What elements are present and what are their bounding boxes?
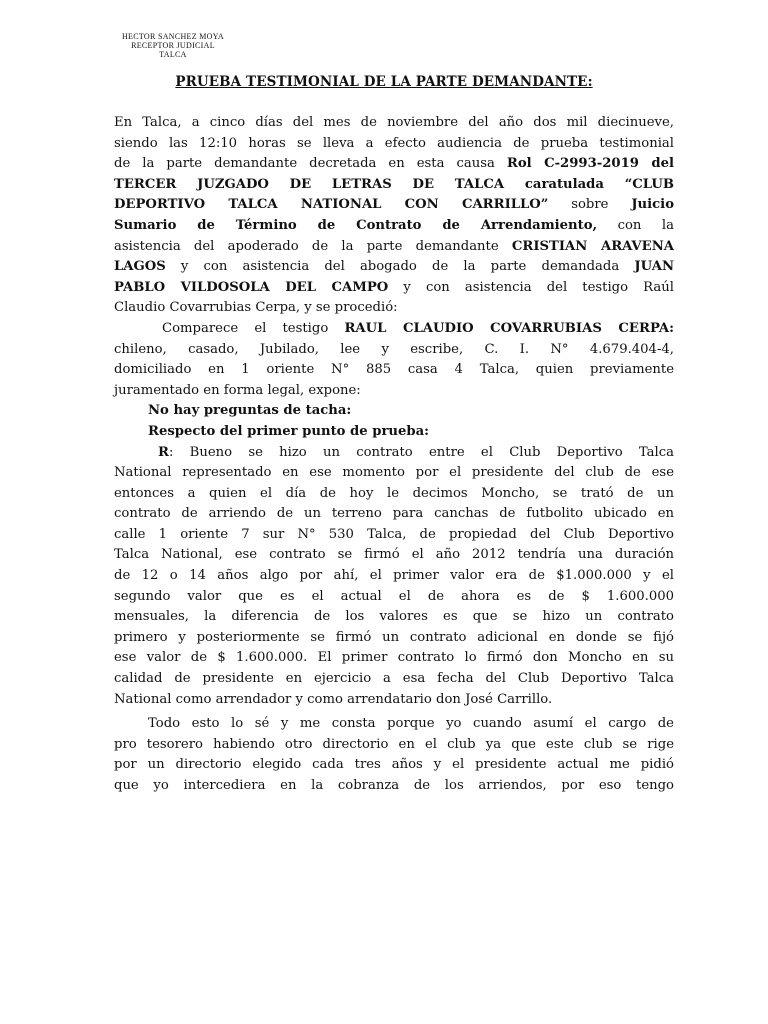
text-line: Sumario de Término de Contrato de Arrendamiento, con la <box>114 217 674 233</box>
text-line: juramentado en forma legal, expone: <box>114 382 361 398</box>
text-line: PABLO VILDOSOLA DEL CAMPO y con asistencia del testigo Raúl <box>114 279 674 295</box>
header-role: RECEPTOR JUDICIAL <box>131 41 215 50</box>
text-line: entonces a quien el día de hoy le decimos Moncho, se trató de un <box>114 485 674 501</box>
text-line: chileno, casado, Jubilado, lee y escribe, C. I. N° 4.679.404-4, <box>114 341 674 357</box>
text-line: Talca National, ese contrato se firmó el año 2012 tendría una duración <box>114 547 674 563</box>
text-line: LAGOS y con asistencia del abogado de la parte demandada JUAN <box>114 259 674 275</box>
text-line: TERCER JUZGADO DE LETRAS DE TALCA caratulada “CLUB <box>114 176 674 192</box>
text-line: primero y posteriormente se firmó un contrato adicional en donde se fijó <box>114 629 674 645</box>
text-line: National representado en ese momento por el presidente del club de ese <box>114 465 674 481</box>
document-body <box>114 113 674 797</box>
text-line: calidad de presidente en ejercicio a esa fecha del Club Deportivo Talca <box>114 671 674 687</box>
text-line: segundo valor que es el actual el de ahora es de $ 1.600.000 <box>114 588 674 604</box>
text-line: Comparece el testigo RAUL CLAUDIO COVARRUBIAS CERPA: <box>162 320 674 336</box>
header-city: TALCA <box>159 50 187 59</box>
text-line: de 12 o 14 años algo por ahí, el primer valor era de $1.000.000 y el <box>114 568 674 584</box>
text-line: National como arrendador y como arrendatario don José Carrillo. <box>114 691 553 707</box>
text-line: ese valor de $ 1.600.000. El primer contrato lo firmó don Moncho en su <box>114 650 674 666</box>
text-line: pro tesorero habiendo otro directorio en el club ya que este club se rige <box>114 736 674 752</box>
text-line: R: Bueno se hizo un contrato entre el Club Deportivo Talca <box>158 444 674 460</box>
text-line: domiciliado en 1 oriente N° 885 casa 4 Talca, quien previamente <box>114 362 674 378</box>
subheading-first-point: Respecto del primer punto de prueba: <box>148 423 430 439</box>
header-name: HECTOR SANCHEZ MOYA <box>121 32 224 41</box>
text-line: Todo esto lo sé y me consta porque yo cuando asumí el cargo de <box>148 716 674 732</box>
text-line: Claudio Covarrubias Cerpa, y se procedió: <box>114 300 398 316</box>
text-line: por un directorio elegido cada tres años y el presidente actual me pidió <box>114 757 674 773</box>
text-line: siendo las 12:10 horas se lleva a efecto audiencia de prueba testimonial <box>114 135 674 151</box>
text-line: calle 1 oriente 7 sur N° 530 Talca, de propiedad del Club Deportivo <box>114 526 674 542</box>
text-line: contrato de arriendo de un terreno para canchas de futbolito ubicado en <box>114 506 674 522</box>
text-line: DEPORTIVO TALCA NATIONAL CON CARRILLO” sobre Juicio <box>114 197 674 213</box>
text-line: mensuales, la diferencia de los valores es que se hizo un contrato <box>114 609 674 625</box>
receptor-header <box>108 32 238 59</box>
document-title: PRUEBA TESTIMONIAL DE LA PARTE DEMANDANTE: <box>175 74 593 90</box>
text-line: asistencia del apoderado de la parte demandante CRISTIAN ARAVENA <box>114 238 674 254</box>
text-line: que yo intercediera en la cobranza de los arriendos, por eso tengo <box>114 778 674 793</box>
text-line: En Talca, a cinco días del mes de noviembre del año dos mil diecinueve, <box>114 115 674 130</box>
subheading-tacha: No hay preguntas de tacha: <box>148 403 352 419</box>
text-line: de la parte demandante decretada en esta causa Rol C-2993-2019 del <box>114 156 674 172</box>
